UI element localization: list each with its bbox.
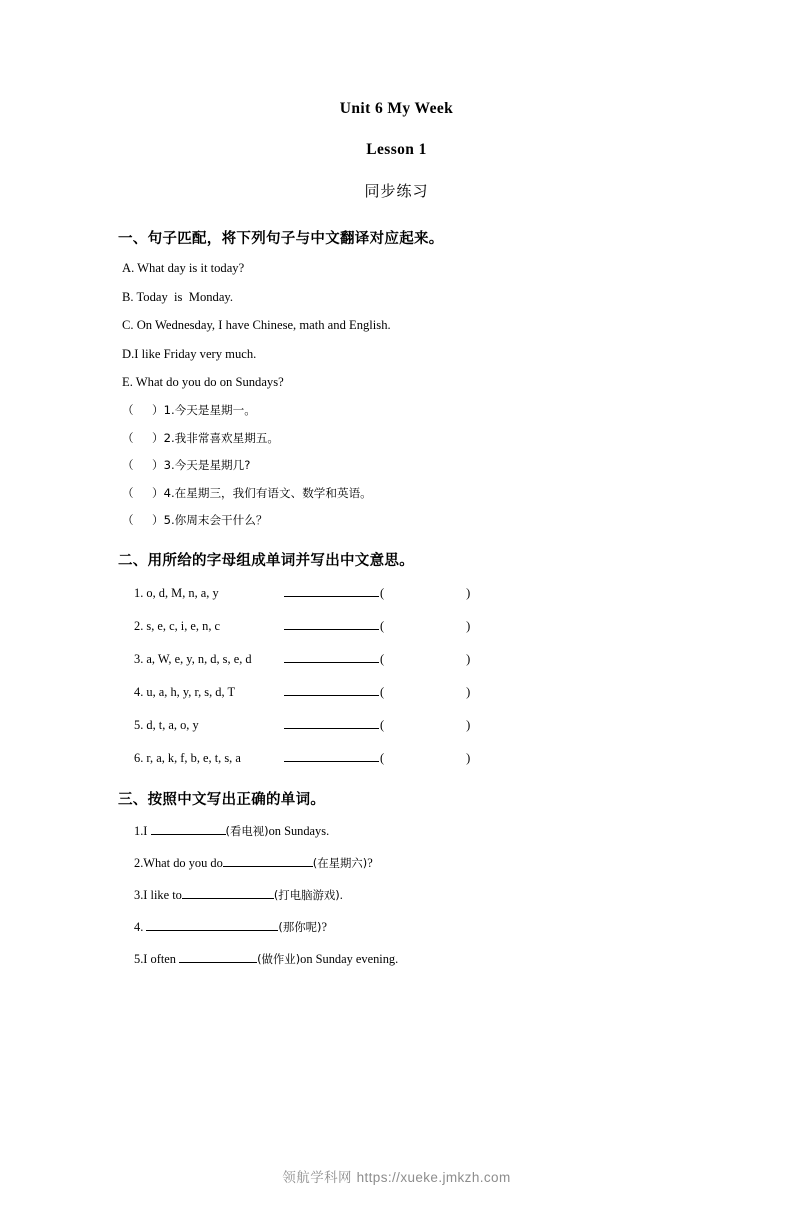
fill-sentence-1 [118, 823, 733, 839]
fill-sentence-4 [118, 919, 733, 935]
paren-open: ( [380, 651, 385, 666]
option-a: A. What day is it today? [122, 261, 245, 275]
word-answer-blank[interactable] [284, 716, 379, 729]
sentence-hint: (打电脑游戏) [273, 887, 340, 902]
word-row [118, 683, 733, 700]
option-b: B. Today is Monday. [122, 289, 234, 304]
word-row [118, 584, 733, 601]
option-c: C. On Wednesday, I have Chinese, math and English. [122, 318, 391, 333]
sentence-hint: (在星期六) [312, 855, 368, 870]
sentence-hint: (做作业) [257, 951, 301, 966]
paren-open: ( [380, 684, 385, 699]
fill-sentence-2 [118, 855, 733, 871]
sentence-hint: (看电视) [225, 823, 269, 838]
page-title: Unit 6 My Week [339, 100, 454, 117]
fill-sentence-5 [118, 951, 733, 967]
sentence-suffix: ? [367, 855, 373, 870]
worksheet-content [118, 227, 733, 967]
word-letters: 6. r, a, k, f, b, e, t, s, a [134, 750, 241, 765]
paren-close: ) [466, 651, 471, 666]
paren-close: ) [466, 717, 471, 732]
section-1-heading: 一、句子匹配，将下列句子与中文翻译对应起来。 [118, 231, 444, 247]
option-e: E. What do you do on Sundays? [122, 375, 284, 390]
answer-blank[interactable] [179, 951, 257, 963]
answer-blank[interactable] [151, 823, 226, 835]
paren-open: ( [380, 717, 385, 732]
sentence-prefix: 4. [134, 919, 147, 934]
word-row [118, 650, 733, 667]
sentence-hint: (那你呢) [278, 919, 322, 934]
word-answer-blank[interactable] [284, 749, 379, 762]
word-row [118, 749, 733, 766]
exercise-subtitle: 同步练习 [364, 182, 429, 200]
sentence-suffix: ? [321, 919, 327, 934]
fill-sentence-3 [118, 887, 733, 903]
word-letters: 1. o, d, M, n, a, y [134, 585, 219, 600]
paren-close: ) [466, 684, 471, 699]
answer-blank[interactable] [223, 855, 313, 867]
section-2-heading: 二、用所给的字母组成单词并写出中文意思。 [118, 552, 414, 569]
worksheet-page [0, 100, 793, 1222]
sentence-prefix: 2.What do you do [134, 855, 223, 870]
footer-watermark [0, 1166, 793, 1186]
sentence-suffix: on Sundays. [268, 823, 330, 838]
word-letters: 3. a, W, e, y, n, d, s, e, d [134, 651, 252, 666]
sentence-prefix: 1.I [134, 823, 151, 838]
lesson-subtitle: Lesson 1 [366, 141, 427, 158]
paren-close: ) [466, 750, 471, 765]
word-answer-blank[interactable] [284, 650, 379, 663]
match-item-3: （ ）3.今天是星期几? [122, 458, 251, 473]
footer-brand: 领航学科网 [282, 1170, 352, 1186]
answer-blank[interactable] [182, 887, 274, 899]
paren-close: ) [466, 618, 471, 633]
word-answer-blank[interactable] [284, 584, 379, 597]
word-row [118, 617, 733, 634]
word-row [118, 716, 733, 733]
match-item-2: （ ）2.我非常喜欢星期五。 [122, 430, 280, 445]
sentence-suffix: . [339, 887, 343, 902]
paren-open: ( [380, 585, 385, 600]
word-letters: 2. s, e, c, i, e, n, c [134, 618, 221, 633]
option-d: D.I like Friday very much. [122, 346, 257, 361]
match-item-4: （ ）4.在星期三，我们有语文、数学和英语。 [122, 485, 372, 500]
footer-site: https://xueke.jmkzh.com [356, 1170, 511, 1185]
answer-blank[interactable] [146, 919, 278, 931]
paren-close: ) [466, 585, 471, 600]
paren-open: ( [380, 618, 385, 633]
word-answer-blank[interactable] [284, 683, 379, 696]
title-block [0, 100, 793, 201]
match-item-5: （ ）5.你周末会干什么？ [122, 513, 268, 528]
sentence-prefix: 3.I like to [134, 887, 182, 902]
paren-open: ( [380, 750, 385, 765]
match-item-1: （ ）1.今天是星期一。 [122, 402, 256, 417]
word-letters: 4. u, a, h, y, r, s, d, T [134, 684, 236, 699]
sentence-prefix: 5.I often [134, 951, 180, 966]
section-3-heading: 三、按照中文写出正确的单词。 [118, 791, 326, 808]
sentence-suffix: on Sunday evening. [300, 951, 399, 966]
word-letters: 5. d, t, a, o, y [134, 717, 199, 732]
word-answer-blank[interactable] [284, 617, 379, 630]
